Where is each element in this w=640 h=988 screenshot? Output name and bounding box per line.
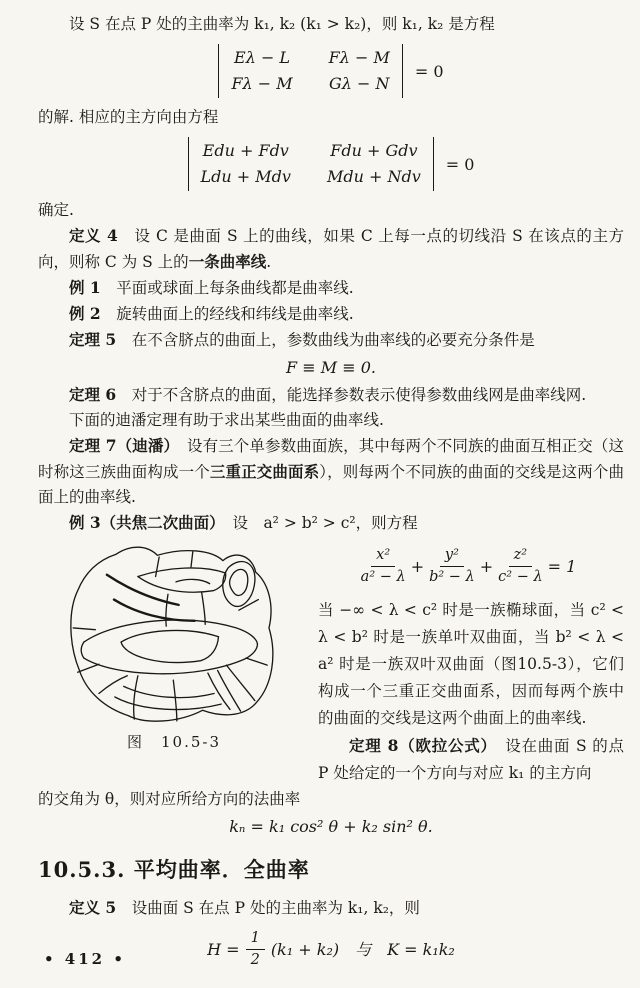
definition-5-text: 设曲面 S 在点 P 处的主曲率为 k₁, k₂，则 — [116, 899, 420, 917]
figure-caption: 图 10.5-3 — [126, 733, 221, 751]
plus-sign: + — [410, 557, 425, 576]
theorem-8-text: 设在曲面 S 的点 P 处给定的一个方向与对应 k₁ 的主方向 — [318, 737, 624, 782]
paragraph-definition-4 — [38, 223, 624, 275]
paragraph-dupin-intro: 下面的迪潘定理有助于求出某些曲面的曲率线. — [69, 411, 384, 429]
theorem-6-text: 对于不含脐点的曲面，能选择参数表示使得参数曲线网是曲率线网. — [116, 386, 587, 404]
paragraph-example-3 — [38, 510, 624, 536]
confocal-frac-x: $\frac{\text{x²}}{\text{a² − λ}}$ — [360, 547, 406, 585]
example-2-label: 例 2 — [69, 304, 101, 323]
example-1-label: 例 1 — [69, 278, 101, 297]
det1-rhs: = 0 — [414, 61, 444, 81]
determinant-2-matrix — [188, 137, 434, 191]
paragraph-theorem-8 — [318, 732, 624, 787]
definition-4-label: 定义 4 — [69, 226, 118, 245]
hk-fraction: $\frac{1}{2}$ — [246, 929, 265, 970]
page-number: • 412 • — [44, 950, 126, 968]
example-3-text: 设 a² > b² > c²，则方程 — [216, 514, 418, 532]
confocal-frac-y: $\frac{\text{y²}}{\text{b² − λ}}$ — [429, 547, 475, 585]
definition-4-end: . — [266, 253, 272, 271]
matrix-right-bar — [402, 44, 403, 98]
paragraph-surface-families: 当 −∞ < λ < c² 时是一族椭球面，当 c² < λ < b² 时是一族单叶双曲面，当 b² < λ < a² 时是一族双叶双曲面（图10.5-3），它们构成一个三重正交曲面系，因而每两个族中的曲面的交线是这两个曲面上的曲率线. — [318, 601, 624, 727]
equation-euler-formula: kₙ = k₁ cos² θ + k₂ sin² θ. — [229, 817, 433, 836]
equation-f-m-zero: F ≡ M ≡ 0. — [286, 358, 376, 377]
paragraph-theorem-7 — [38, 433, 624, 510]
hk-tail: (k₁ + k₂) 与 K = k₁k₂ — [270, 940, 455, 959]
paragraph-principal-curvatures: 设 S 在点 P 处的主曲率为 k₁, k₂ (k₁ > k₂)，则 k₁, k₂ 是方程 — [69, 15, 495, 33]
theorem-5-label: 定理 5 — [69, 330, 117, 349]
det2-cell: Edu + Fdv — [202, 141, 289, 160]
example-1-text: 平面或球面上每条曲线都是曲率线. — [100, 279, 354, 297]
theorem-6-label: 定理 6 — [69, 385, 117, 404]
det2-cell: Fdu + Gdv — [330, 141, 418, 160]
paragraph-angle-theta: 的交角为 θ，则对应所给方向的法曲率 — [38, 790, 301, 808]
confocal-frac-z: $\frac{\text{z²}}{\text{c² − λ}}$ — [498, 547, 543, 585]
det2-cell: Ldu + Mdv — [200, 167, 291, 186]
det2-cell: Mdu + Ndv — [326, 167, 421, 186]
definition-5-label: 定义 5 — [69, 898, 117, 917]
definition-4-text: 设 C 是曲面 S 上的曲线，如果 C 上每一点的切线沿 S 在该点的主方向，则称 C 为 S 上的 — [38, 227, 624, 271]
theorem-7-text: 设有三个单参数曲面族，其中每两个不同族的曲面互相正交（这时称这三族曲面构成一个 — [38, 437, 624, 481]
determinant-equation-2 — [38, 137, 624, 191]
figure-10-5-3 — [38, 542, 310, 787]
det2-rhs: = 0 — [445, 154, 475, 174]
right-text-column — [310, 542, 624, 787]
example-3-label: 例 3（共焦二次曲面） — [69, 513, 217, 532]
definition-4-term: 一条曲率线 — [188, 252, 267, 271]
determinant-equation-1 — [38, 44, 624, 98]
theorem-5-text: 在不含脐点的曲面上，参数曲线为曲率线的必要充分条件是 — [116, 331, 535, 349]
section-heading-10-5-3: 10.5.3. 平均曲率．全曲率 — [38, 857, 310, 882]
theorem-7-end: ），则每两个不同族的曲面的交线是这两个曲面上的曲率线. — [38, 463, 624, 506]
confocal-quadrics-sketch — [38, 542, 298, 728]
paragraph-theorem-6 — [38, 382, 624, 408]
hk-lhs: H = — [207, 940, 240, 959]
paragraph-example-1 — [38, 275, 624, 301]
figure-and-text-columns — [38, 542, 624, 787]
equation-confocal-quadrics — [318, 546, 624, 587]
matrix-right-bar — [433, 137, 434, 191]
theorem-7-label: 定理 7（迪潘） — [69, 436, 172, 455]
theorem-7-term: 三重正交曲面系 — [209, 462, 320, 481]
paragraph-example-2 — [38, 301, 624, 327]
equals-one: = 1 — [547, 557, 577, 576]
det1-cell: Eλ − L — [234, 48, 291, 67]
det1-cell: Gλ − N — [329, 74, 390, 93]
paragraph-determined: 确定. — [38, 201, 74, 219]
determinant-1-matrix — [218, 44, 402, 98]
det1-cell: Fλ − M — [231, 74, 293, 93]
example-2-text: 旋转曲面上的经线和纬线是曲率线. — [100, 305, 354, 323]
paragraph-definition-5 — [38, 895, 624, 921]
theorem-8-label: 定理 8（欧拉公式） — [349, 736, 489, 755]
paragraph-theorem-5 — [38, 327, 624, 353]
plus-sign: + — [479, 557, 494, 576]
paragraph-solution: 的解. 相应的主方向由方程 — [38, 108, 219, 126]
det1-cell: Fλ − M — [328, 48, 390, 67]
